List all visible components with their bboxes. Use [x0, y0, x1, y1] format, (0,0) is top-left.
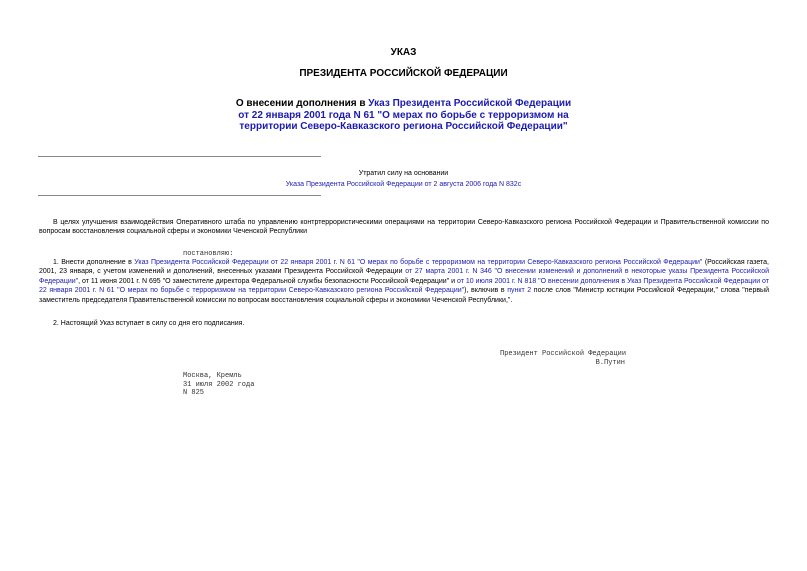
issuer-heading: ПРЕЗИДЕНТА РОССИЙСКОЙ ФЕДЕРАЦИИ: [299, 68, 508, 79]
place-date: 31 июля 2002 года: [183, 380, 255, 389]
item-2: 2. Настоящий Указ вступает в силу со дня его подписания.: [53, 320, 245, 327]
item-1: [39, 258, 769, 305]
decree-word: постановляю:: [183, 250, 234, 258]
divider-bottom: [38, 195, 321, 196]
item1-link-decree-346[interactable]: от 27 марта 2001 г. N 346 "О внесении изменений и дополнений в некоторые указы Президента Российской Федерации": [39, 268, 769, 285]
subject-prefix: О внесении дополнения в: [235, 98, 369, 109]
item1-text-1: 1. Внести дополнение в: [53, 259, 135, 266]
place-city: Москва, Кремль: [183, 372, 242, 380]
doc-type-heading: УКАЗ: [390, 47, 417, 58]
item1-link-decree-818[interactable]: от 10 июля 2001 г. N 818 "О внесении дополнения в Указ Президента Российской Федерации от 22 января 2001 г. N 61 "О мерах по борьбе с терроризмом на территории Северо-Кавказского региона Российской Федерации": [39, 277, 769, 295]
item1-text-2: (Российская газета, 2001, 23 января, с учетом изменений и дополнений, внесенных указами Президента Российской Федерации: [39, 259, 769, 276]
signature-position: Президент Российской Федерации: [500, 350, 627, 358]
item1-text-3: , от 11 июня 2001 г. N 695 "О заместителе директора Федеральной службы безопасности Российской Федерации" и: [78, 277, 457, 285]
status-note: Утратил силу на основании: [358, 170, 449, 177]
subject-link[interactable]: Указ Президента Российской Федерации от 22 января 2001 года N 61 "О мерах по борьбе с терроризмом на территории Северо-Кавказского региона Российской Федерации": [238, 98, 572, 132]
item1-link-point-2[interactable]: пункт 2: [507, 287, 532, 295]
item1-text-5: после слов "Министр юстиции Российской Федерации," слова "первый заместитель председателя Правительственной комиссии по вопросам восстановления социальной сферы и экономики Чеченской Республики,".: [39, 287, 769, 304]
divider-top: [38, 156, 321, 157]
item1-link-decree-61[interactable]: Указ Президента Российской Федерации от 22 января 2001 г. N 61 "О мерах по борьбе с терроризмом на территории Северо-Кавказского региона Российской Федерации": [134, 259, 703, 266]
preamble: В целях улучшения взаимодействия Оперативного штаба по управлению контртеррористическими операциями на территории Северо-Кавказского региона Российской Федерации и Правительственной комиссии по вопросам восстановления социальной сферы и экономики Чеченской Республики: [39, 219, 769, 236]
signature-name: В.Путин: [595, 358, 625, 367]
signature-block: [500, 350, 625, 367]
place-number: N 825: [183, 389, 205, 398]
status-link[interactable]: Указа Президента Российской Федерации от 2 августа 2006 года N 832с: [285, 181, 522, 188]
document-subject: [230, 98, 577, 133]
place-date-block: [183, 372, 254, 398]
item1-text-4: ), включив в: [464, 287, 508, 295]
